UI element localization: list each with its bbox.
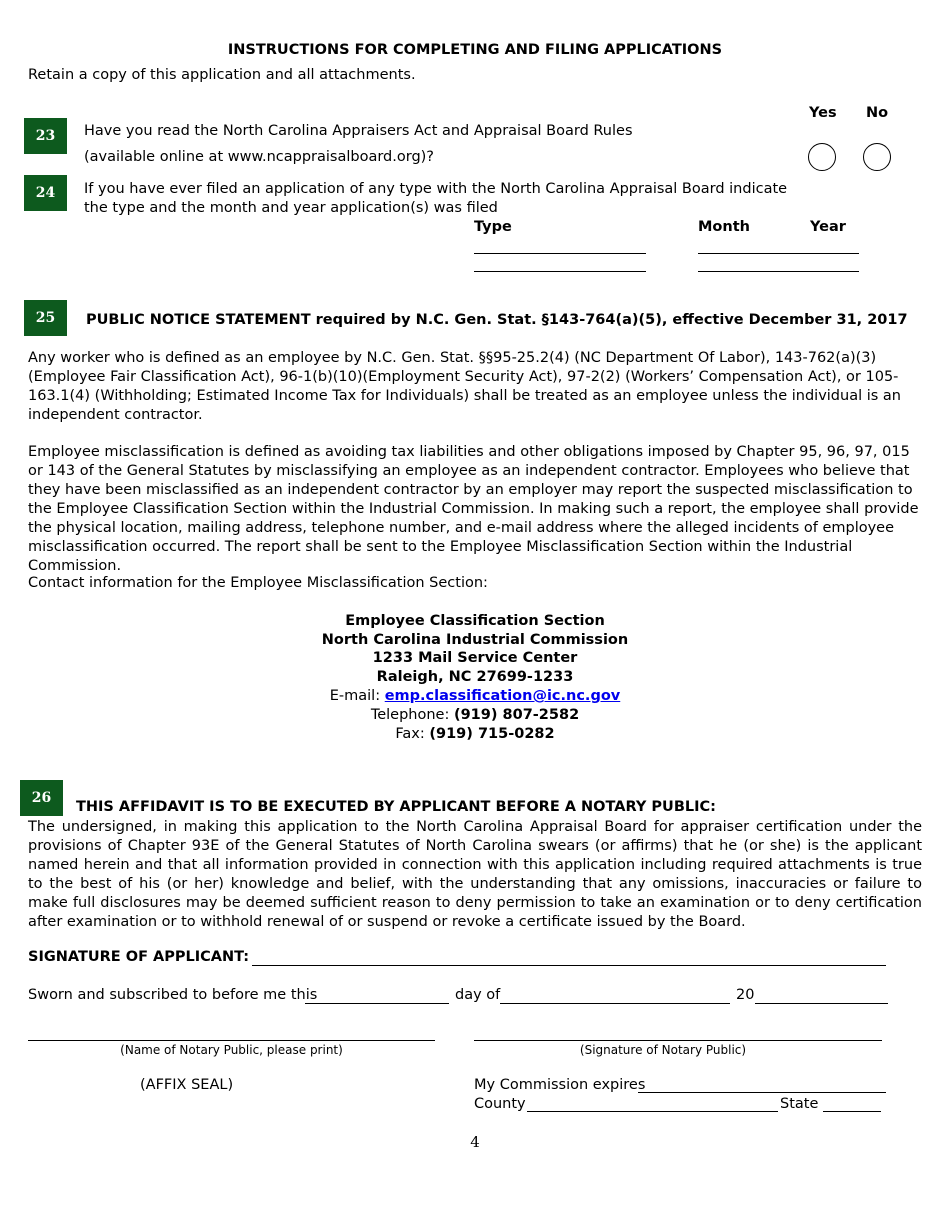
type-column-header: Type (474, 219, 512, 235)
notary-name-caption: (Name of Notary Public, please print) (120, 1043, 343, 1057)
year-column-header: Year (810, 219, 846, 235)
contact-name: Employee Classification Section (345, 613, 605, 629)
page-title: INSTRUCTIONS FOR COMPLETING AND FILING APPLICATIONS (227, 42, 723, 58)
sworn-year-line[interactable] (755, 1003, 888, 1004)
month-column-header: Month (698, 219, 750, 235)
notary-name-line[interactable] (28, 1040, 435, 1041)
commission-label: My Commission expires (474, 1077, 646, 1093)
sworn-month-line[interactable] (500, 1003, 730, 1004)
no-radio[interactable] (863, 143, 891, 171)
state-line[interactable] (823, 1111, 881, 1112)
question-24-line2: the type and the month and year application(s) was filed (84, 200, 498, 216)
public-notice-paragraph-2: Employee misclassification is defined as avoiding tax liabilities and other obligations imposed by Chapter 95, 96, 97, 015 or 143 of the General Statutes by misclassifying an employee as an independent contractor. Employees who believe that they have been misclassified as an independent contractor by an employer may report the suspected misclassification to the Employee Classification Section within the Industrial Commission. In making such a report, the employee shall provide the physical location, mailing address, telephone number, and e-mail address where the alleged incidents of employee misclassification occurred. The report shall be sent to the Employee Misclassification Section within the Industrial Commission. (28, 444, 919, 574)
notary-signature-caption: (Signature of Notary Public) (579, 1043, 747, 1057)
question-26-badge: 26 (20, 780, 63, 816)
fax-label: Fax: (395, 726, 430, 742)
email-label: E-mail: (329, 688, 385, 704)
month-year-entry-line-2[interactable] (698, 271, 859, 272)
affidavit-body: The undersigned, in making this application to the North Carolina Appraisal Board for appraiser certification under the provisions of Chapter 93E of the General Statutes of North Carolina swears (or affirms) that he (or she) is the applicant named herein and that all information provided in connection with this application including required attachments is true to the best of his (or her) knowledge and belief, with the understanding that any omissions, inaccuracies or failure to make full disclosures may be deemed sufficient reason to deny permission to take an examination or to deny certification after examination or to withhold renewal of or suspend or revoke a certificate issued by the Board. (28, 819, 922, 930)
phone-label: Telephone: (370, 707, 454, 723)
contact-address-2: Raleigh, NC 27699-1233 (376, 669, 574, 685)
retain-note: Retain a copy of this application and all attachments. (28, 67, 416, 83)
contact-org: North Carolina Industrial Commission (321, 632, 629, 648)
type-entry-line-2[interactable] (474, 271, 646, 272)
type-entry-line-1[interactable] (474, 253, 646, 254)
yes-radio[interactable] (808, 143, 836, 171)
day-of-label: day of (455, 987, 501, 1003)
month-year-entry-line-1[interactable] (698, 253, 859, 254)
yes-header: Yes (809, 105, 837, 121)
public-notice-paragraph-1: Any worker who is defined as an employee by N.C. Gen. Stat. §§95-25.2(4) (NC Department Of Labor), 143-762(a)(3) (Employee Fair Classification Act), 96-1(b)(10)(Employment Security Act), 97-2(2) (Workers’ Compensation Act), or 105-163.1(4) (Withholding; Estimated Income Tax for Individuals) shall be treated as an employee unless the individual is an independent contractor. (28, 350, 901, 423)
county-line[interactable] (527, 1111, 778, 1112)
sworn-day-line[interactable] (305, 1003, 449, 1004)
public-notice-heading: PUBLIC NOTICE STATEMENT required by N.C. Gen. Stat. §143-764(a)(5), effective December 31, 2017 (86, 312, 908, 328)
question-24-badge: 24 (24, 175, 67, 211)
contact-email-row (0, 687, 950, 706)
question-24-line1: If you have ever filed an application of any type with the North Carolina Appraisal Board indicate (84, 181, 788, 197)
fax-number: (919) 715-0282 (429, 726, 555, 742)
contact-fax-row (0, 725, 950, 744)
contact-address-1: 1233 Mail Service Center (372, 650, 578, 666)
question-23-line1: Have you read the North Carolina Appraisers Act and Appraisal Board Rules (84, 123, 633, 139)
applicant-signature-line[interactable] (252, 965, 886, 966)
year-prefix: 20 (736, 987, 755, 1003)
signature-label: SIGNATURE OF APPLICANT: (28, 949, 250, 965)
affidavit-heading: THIS AFFIDAVIT IS TO BE EXECUTED BY APPLICANT BEFORE A NOTARY PUBLIC: (76, 799, 716, 815)
sworn-label: Sworn and subscribed to before me this (28, 987, 318, 1003)
state-label: State (780, 1096, 819, 1112)
affix-seal: (AFFIX SEAL) (140, 1077, 234, 1093)
contact-intro: Contact information for the Employee Misclassification Section: (28, 575, 488, 591)
no-header: No (866, 105, 889, 121)
commission-expires-line[interactable] (638, 1092, 886, 1093)
question-23-line2: (available online at www.ncappraisalboard.org)? (84, 149, 435, 165)
notary-signature-line[interactable] (474, 1040, 882, 1041)
page-number: 4 (470, 1133, 480, 1151)
question-23-badge: 23 (24, 118, 67, 154)
phone-number: (919) 807-2582 (453, 707, 580, 723)
county-label: County (474, 1096, 526, 1112)
contact-phone-row (0, 706, 950, 725)
question-25-badge: 25 (24, 300, 67, 336)
email-link[interactable]: emp.classification@ic.nc.gov (384, 688, 621, 704)
